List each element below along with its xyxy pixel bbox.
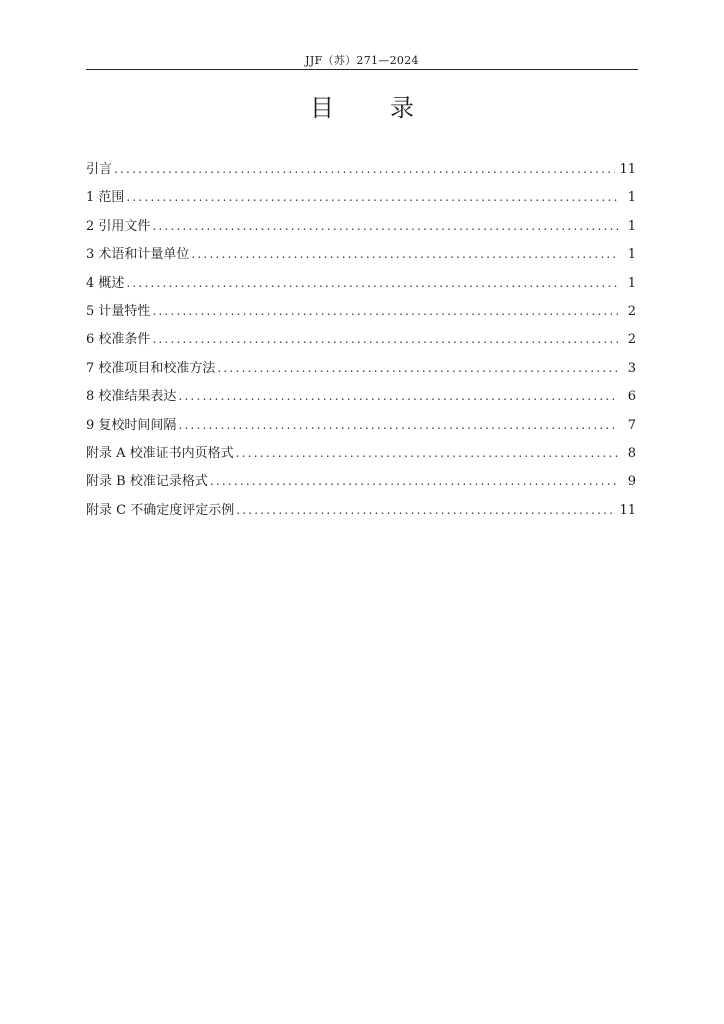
toc-entry-label: 附录 C 不确定度评定示例 [86,502,235,518]
toc-leader-dots [126,183,618,211]
toc-entry-page: 1 [627,218,636,234]
toc-entry[interactable] [86,382,636,410]
toc-entry[interactable] [86,183,636,211]
toc-entry-page: 2 [627,332,636,348]
page-title [86,88,638,123]
toc-entry-label: 9 复校时间间隔 [86,417,177,433]
toc-leader-dots [152,212,618,240]
toc-entry[interactable] [86,269,636,297]
toc-entry-page: 1 [627,247,636,263]
toc-entry[interactable] [86,467,636,495]
toc-leader-dots [178,411,618,439]
toc-entry-label: 2 引用文件 [86,218,151,234]
toc-entry-label: 6 校准条件 [86,332,151,348]
toc-leader-dots [210,467,618,495]
toc-entry[interactable] [86,411,636,439]
toc-entry-page: 6 [627,389,636,405]
toc-entry-label: 3 术语和计量单位 [86,247,190,263]
toc-entry[interactable] [86,155,636,183]
toc-leader-dots [152,297,618,325]
title-char-1: 目 [310,94,334,122]
toc-entry-page: 11 [619,502,636,518]
toc-leader-dots [114,155,615,183]
toc-entry-label: 4 概述 [86,275,125,291]
toc-leader-dots [236,439,618,467]
toc-leader-dots [217,354,618,382]
toc-entry-label: 引言 [86,162,113,177]
toc-entry-page: 7 [627,417,636,433]
running-header: JJF（苏）271—2024 [305,54,419,67]
toc-entry-label: 7 校准项目和校准方法 [86,360,216,376]
table-of-contents [86,155,636,524]
toc-entry-page: 3 [627,360,636,376]
toc-entry[interactable] [86,240,636,268]
toc-entry[interactable] [86,496,636,524]
toc-leader-dots [191,240,618,268]
title-char-2: 录 [390,94,414,122]
toc-leader-dots [126,269,618,297]
toc-entry-label: 5 计量特性 [86,303,151,319]
toc-leader-dots [152,325,618,353]
toc-leader-dots [236,496,615,524]
toc-entry-label: 8 校准结果表达 [86,389,177,405]
toc-entry[interactable] [86,325,636,353]
toc-entry-label: 1 范围 [86,190,125,206]
toc-entry[interactable] [86,354,636,382]
toc-entry-page: 2 [627,303,636,319]
toc-leader-dots [178,382,618,410]
toc-entry-page: 8 [627,445,636,461]
toc-entry[interactable] [86,439,636,467]
toc-entry-page: 11 [619,162,636,177]
header-rule [86,69,638,70]
toc-entry-label: 附录 A 校准证书内页格式 [86,445,234,461]
toc-entry[interactable] [86,212,636,240]
toc-entry-page: 1 [627,275,636,291]
toc-entry-page: 1 [627,190,636,206]
toc-entry-label: 附录 B 校准记录格式 [86,474,208,490]
toc-entry-page: 9 [627,474,636,490]
toc-entry[interactable] [86,297,636,325]
